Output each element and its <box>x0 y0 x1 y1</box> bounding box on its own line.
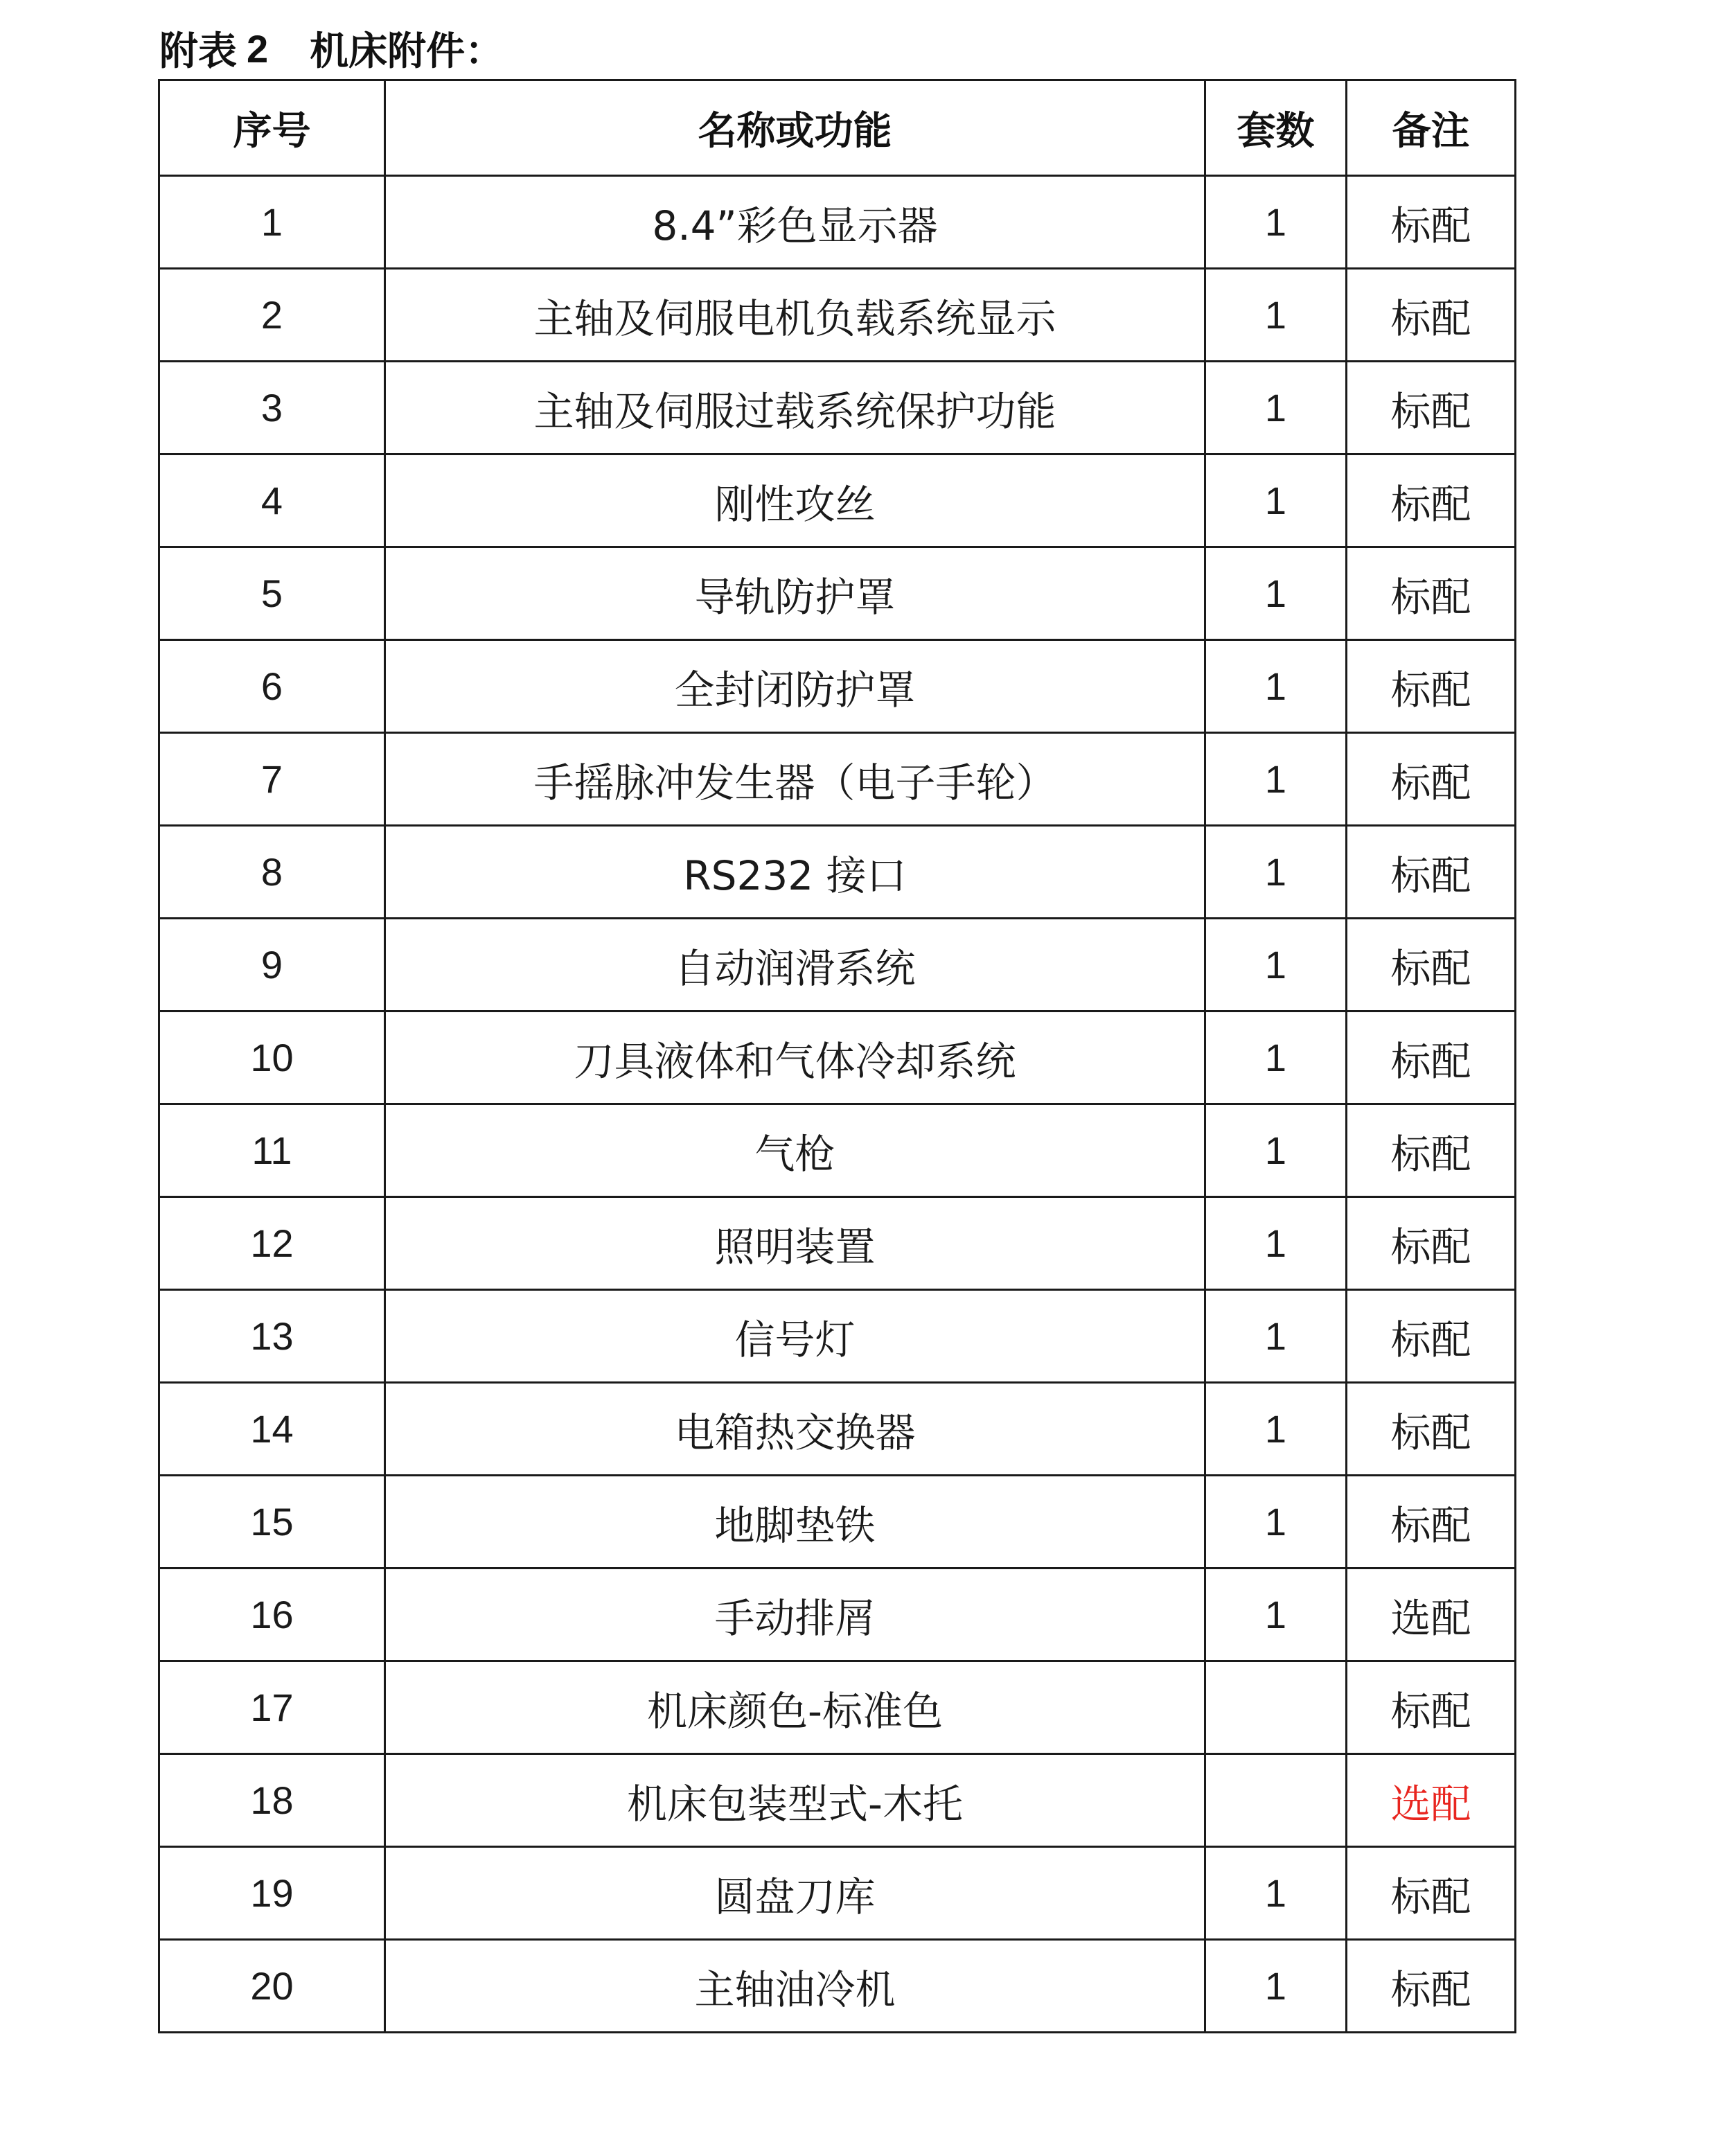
row-name-cell: 信号灯 <box>385 1290 1205 1383</box>
row-no-cell: 16 <box>159 1569 385 1661</box>
row-note-cell: 标配 <box>1347 362 1516 454</box>
row-no-cell: 13 <box>159 1290 385 1383</box>
row-no-cell: 9 <box>159 919 385 1011</box>
row-no-cell: 15 <box>159 1476 385 1569</box>
table-row <box>159 1940 1516 2033</box>
row-note-cell: 标配 <box>1347 1940 1516 2033</box>
row-qty-cell: 1 <box>1205 269 1347 362</box>
row-name-cell: 刀具液体和气体冷却系统 <box>385 1011 1205 1104</box>
row-qty-cell: 1 <box>1205 919 1347 1011</box>
row-name-cell: 导轨防护罩 <box>385 547 1205 640</box>
row-qty-cell: 1 <box>1205 1011 1347 1104</box>
table-caption <box>159 21 504 76</box>
header-row <box>159 80 1516 176</box>
row-qty-cell: 1 <box>1205 733 1347 826</box>
row-no-cell: 20 <box>159 1940 385 2033</box>
table-row <box>159 640 1516 733</box>
row-qty-cell: 1 <box>1205 1197 1347 1290</box>
row-name-cell: 圆盘刀库 <box>385 1847 1205 1940</box>
table-row <box>159 1569 1516 1661</box>
row-name-cell: 主轴及伺服过载系统保护功能 <box>385 362 1205 454</box>
table-row <box>159 826 1516 919</box>
header-name: 名称或功能 <box>385 80 1205 176</box>
row-no-cell: 17 <box>159 1661 385 1754</box>
table-row <box>159 1847 1516 1940</box>
table-row <box>159 1197 1516 1290</box>
row-no-cell: 12 <box>159 1197 385 1290</box>
row-name-cell: 主轴油冷机 <box>385 1940 1205 2033</box>
table-row <box>159 454 1516 547</box>
row-note-cell: 标配 <box>1347 1476 1516 1569</box>
row-note-cell: 标配 <box>1347 1197 1516 1290</box>
row-note-cell: 标配 <box>1347 547 1516 640</box>
table-row <box>159 176 1516 269</box>
row-no-cell: 3 <box>159 362 385 454</box>
row-qty-cell: 1 <box>1205 1569 1347 1661</box>
row-qty-cell: 1 <box>1205 1476 1347 1569</box>
row-name-cell: 地脚垫铁 <box>385 1476 1205 1569</box>
row-no-cell: 5 <box>159 547 385 640</box>
row-no-cell: 19 <box>159 1847 385 1940</box>
row-qty-cell: 1 <box>1205 1940 1347 2033</box>
row-note-cell: 标配 <box>1347 1104 1516 1197</box>
row-note-cell: 选配 <box>1347 1754 1516 1847</box>
row-qty-cell: 1 <box>1205 176 1347 269</box>
row-note-cell: 标配 <box>1347 640 1516 733</box>
row-name-cell: RS232 接口 <box>385 826 1205 919</box>
row-note-cell: 标配 <box>1347 454 1516 547</box>
row-qty-cell <box>1205 1754 1347 1847</box>
table-row <box>159 1383 1516 1476</box>
row-note-cell: 标配 <box>1347 1847 1516 1940</box>
caption-prefix: 附表 <box>159 29 237 74</box>
row-qty-cell: 1 <box>1205 362 1347 454</box>
row-name-cell: 机床包装型式-木托 <box>385 1754 1205 1847</box>
row-no-cell: 10 <box>159 1011 385 1104</box>
row-qty-cell: 1 <box>1205 454 1347 547</box>
table-row <box>159 547 1516 640</box>
row-no-cell: 14 <box>159 1383 385 1476</box>
row-note-cell: 标配 <box>1347 1290 1516 1383</box>
table-row <box>159 269 1516 362</box>
table-row <box>159 919 1516 1011</box>
row-name-cell: 手摇脉冲发生器（电子手轮） <box>385 733 1205 826</box>
row-name-cell: 气枪 <box>385 1104 1205 1197</box>
row-qty-cell: 1 <box>1205 1847 1347 1940</box>
table-body <box>159 176 1516 2033</box>
row-qty-cell: 1 <box>1205 1104 1347 1197</box>
row-note-cell: 标配 <box>1347 733 1516 826</box>
row-qty-cell: 1 <box>1205 1290 1347 1383</box>
row-name-cell: 主轴及伺服电机负载系统显示 <box>385 269 1205 362</box>
row-name-cell: 电箱热交换器 <box>385 1383 1205 1476</box>
table-row <box>159 1290 1516 1383</box>
row-name-cell: 照明装置 <box>385 1197 1205 1290</box>
row-name-cell: 刚性攻丝 <box>385 454 1205 547</box>
row-note-cell: 标配 <box>1347 1383 1516 1476</box>
row-no-cell: 4 <box>159 454 385 547</box>
row-note-cell: 标配 <box>1347 826 1516 919</box>
row-qty-cell: 1 <box>1205 1383 1347 1476</box>
row-name-cell: 机床颜色-标准色 <box>385 1661 1205 1754</box>
header-note: 备注 <box>1347 80 1516 176</box>
row-note-cell: 标配 <box>1347 1661 1516 1754</box>
row-name-cell: 全封闭防护罩 <box>385 640 1205 733</box>
row-qty-cell: 1 <box>1205 547 1347 640</box>
row-no-cell: 1 <box>159 176 385 269</box>
row-no-cell: 7 <box>159 733 385 826</box>
row-name-cell: 手动排屑 <box>385 1569 1205 1661</box>
row-no-cell: 11 <box>159 1104 385 1197</box>
caption-title: 机床附件： <box>310 29 504 74</box>
caption-number: 2 <box>247 26 269 71</box>
table-row <box>159 1104 1516 1197</box>
table-row <box>159 1011 1516 1104</box>
accessories-table <box>158 79 1516 2033</box>
row-no-cell: 18 <box>159 1754 385 1847</box>
row-no-cell: 2 <box>159 269 385 362</box>
table-row <box>159 1754 1516 1847</box>
row-note-cell: 标配 <box>1347 919 1516 1011</box>
row-qty-cell <box>1205 1661 1347 1754</box>
row-note-cell: 标配 <box>1347 176 1516 269</box>
row-note-cell: 选配 <box>1347 1569 1516 1661</box>
row-qty-cell: 1 <box>1205 826 1347 919</box>
table-row <box>159 733 1516 826</box>
table-row <box>159 1476 1516 1569</box>
table-row <box>159 1661 1516 1754</box>
table-row <box>159 362 1516 454</box>
row-note-cell: 标配 <box>1347 1011 1516 1104</box>
row-name-cell: 自动润滑系统 <box>385 919 1205 1011</box>
header-qty: 套数 <box>1205 80 1347 176</box>
row-note-cell: 标配 <box>1347 269 1516 362</box>
row-no-cell: 6 <box>159 640 385 733</box>
header-no: 序号 <box>159 80 385 176</box>
row-no-cell: 8 <box>159 826 385 919</box>
row-qty-cell: 1 <box>1205 640 1347 733</box>
row-name-cell: 8.4”彩色显示器 <box>385 176 1205 269</box>
